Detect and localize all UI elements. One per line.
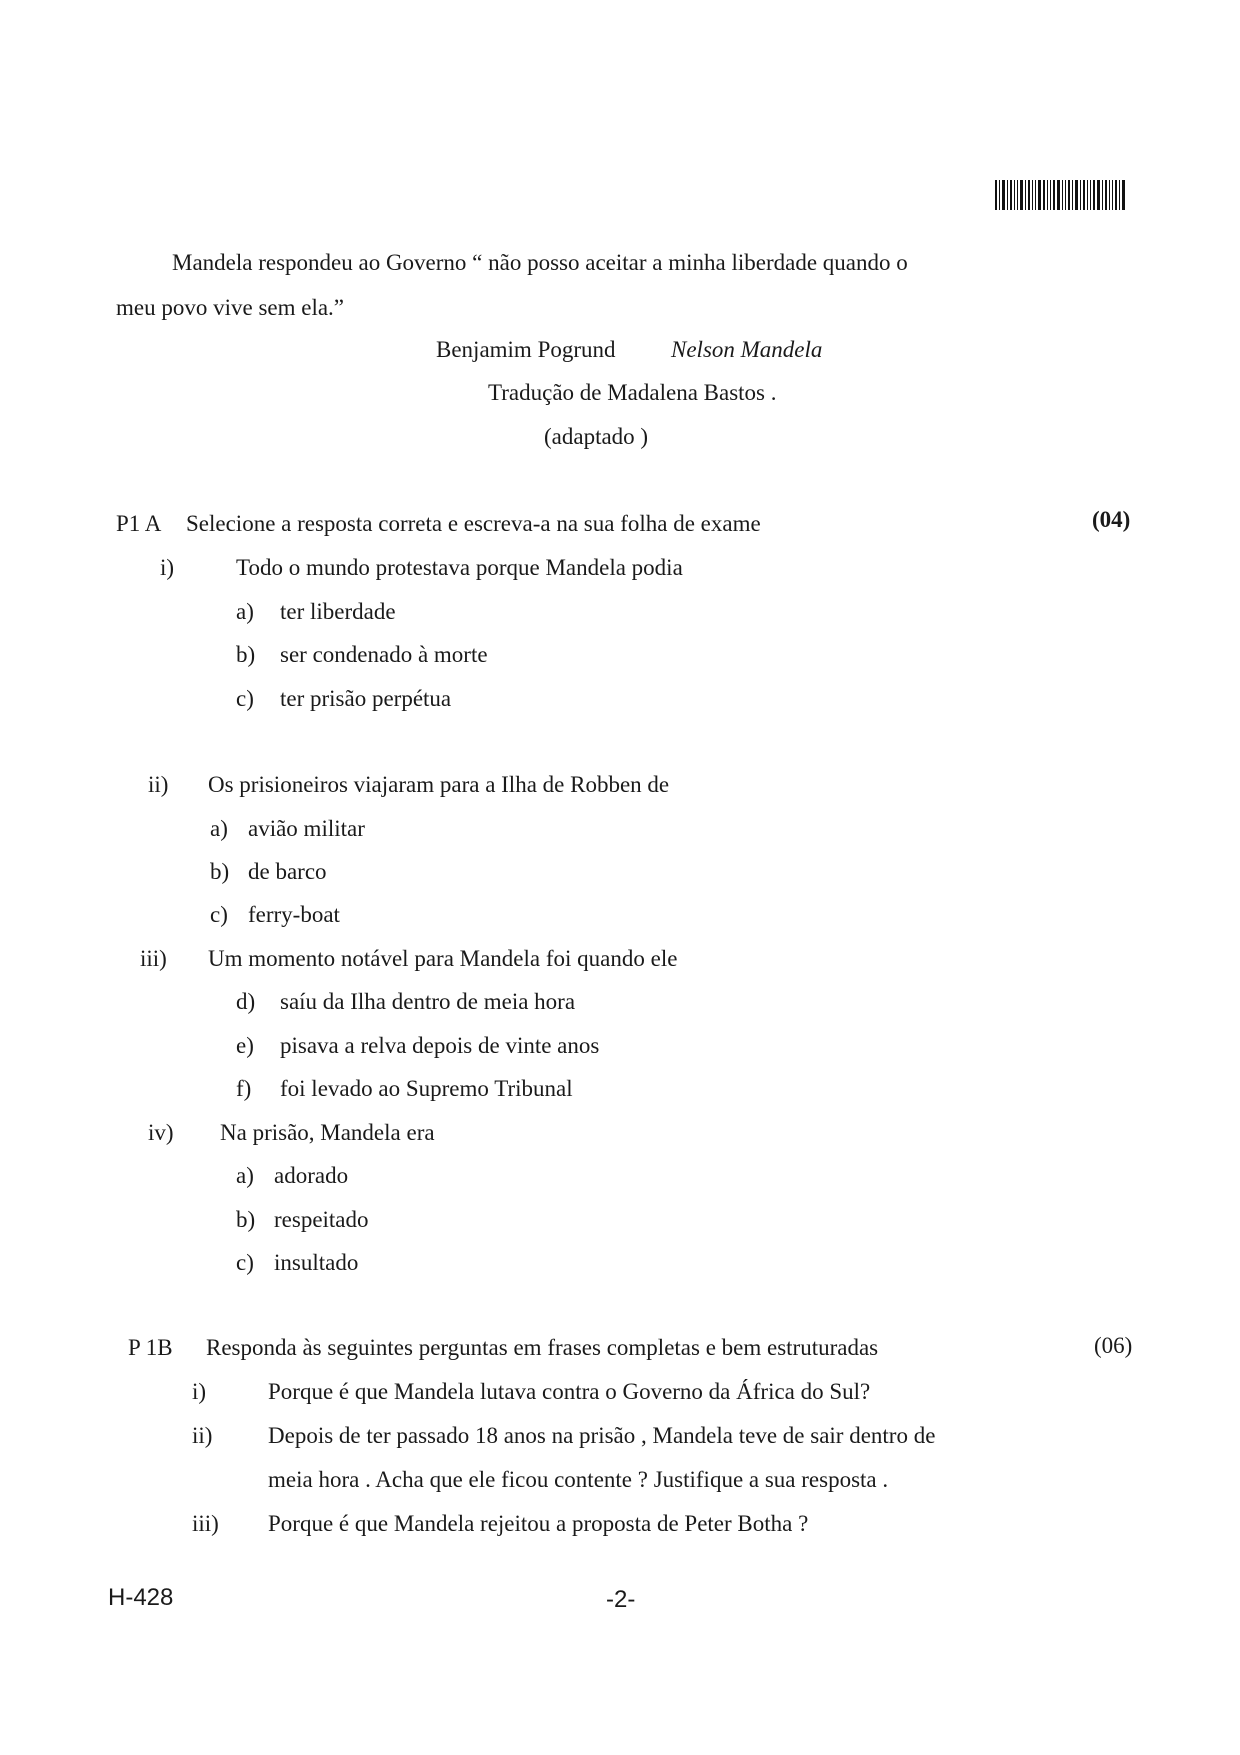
quote-line-2: meu povo vive sem ela.”: [116, 295, 345, 320]
option-text: ter liberdade: [280, 599, 396, 624]
p1a-label: P1 A: [116, 511, 162, 536]
option-text: ter prisão perpétua: [280, 686, 452, 711]
option-text: saíu da Ilha dentro de meia hora: [280, 989, 576, 1014]
option-letter: d): [236, 989, 256, 1014]
option-text: ser condenado à morte: [280, 642, 488, 667]
question-number: iv): [148, 1120, 174, 1145]
option-text: de barco: [248, 859, 327, 884]
question-text: Todo o mundo protestava porque Mandela podia: [236, 555, 683, 580]
option-text: pisava a relva depois de vinte anos: [280, 1033, 600, 1058]
option-letter: c): [236, 1250, 254, 1275]
option-letter: c): [236, 686, 254, 711]
quote-line-1: Mandela respondeu ao Governo “ não posso aceitar a minha liberdade quando o: [172, 250, 908, 275]
question-text-continued: meia hora . Acha que ele ficou contente ? Justifique a sua resposta .: [268, 1467, 889, 1492]
p1b-label: P 1B: [128, 1335, 173, 1360]
option-text: respeitado: [274, 1207, 369, 1232]
p1b-instruction: Responda às seguintes perguntas em frases completas e bem estruturadas: [206, 1335, 879, 1360]
question-text: Depois de ter passado 18 anos na prisão , Mandela teve de sair dentro de: [268, 1423, 936, 1448]
quote-adapted: (adaptado ): [544, 424, 649, 449]
question-text: Porque é que Mandela rejeitou a proposta de Peter Botha ?: [268, 1511, 809, 1536]
question-text: Na prisão, Mandela era: [220, 1120, 435, 1145]
p1a-marks: (04): [1092, 507, 1131, 532]
question-text: Um momento notável para Mandela foi quando ele: [208, 946, 678, 971]
option-letter: a): [236, 1163, 254, 1188]
question-number: ii): [192, 1423, 213, 1448]
document-code: H-428: [108, 1584, 174, 1611]
question-text: Os prisioneiros viajaram para a Ilha de Robben de: [208, 772, 670, 797]
p1b-marks: (06): [1094, 1333, 1133, 1358]
p1a-instruction: Selecione a resposta correta e escreva-a na sua folha de exame: [186, 511, 761, 536]
option-letter: c): [210, 902, 228, 927]
question-number: i): [192, 1379, 207, 1404]
question-number: ii): [148, 772, 169, 797]
quote-book-title: Nelson Mandela: [671, 337, 823, 362]
option-letter: f): [236, 1076, 252, 1101]
question-number: iii): [192, 1511, 219, 1536]
option-text: adorado: [274, 1163, 349, 1188]
question-text: Porque é que Mandela lutava contra o Governo da África do Sul?: [268, 1379, 871, 1404]
option-letter: b): [236, 1207, 256, 1232]
option-text: avião militar: [248, 816, 365, 841]
quote-author: Benjamim Pogrund: [436, 337, 616, 362]
option-text: foi levado ao Supremo Tribunal: [280, 1076, 573, 1101]
option-letter: a): [210, 816, 228, 841]
question-number: i): [160, 555, 175, 580]
option-text: ferry-boat: [248, 902, 340, 927]
question-number: iii): [140, 946, 167, 971]
option-letter: b): [236, 642, 256, 667]
option-letter: a): [236, 599, 254, 624]
page-number: -2-: [606, 1586, 636, 1613]
barcode-icon: [995, 180, 1137, 210]
option-text: insultado: [274, 1250, 359, 1275]
option-letter: e): [236, 1033, 254, 1058]
quote-translation: Tradução de Madalena Bastos .: [488, 380, 777, 405]
option-letter: b): [210, 859, 230, 884]
